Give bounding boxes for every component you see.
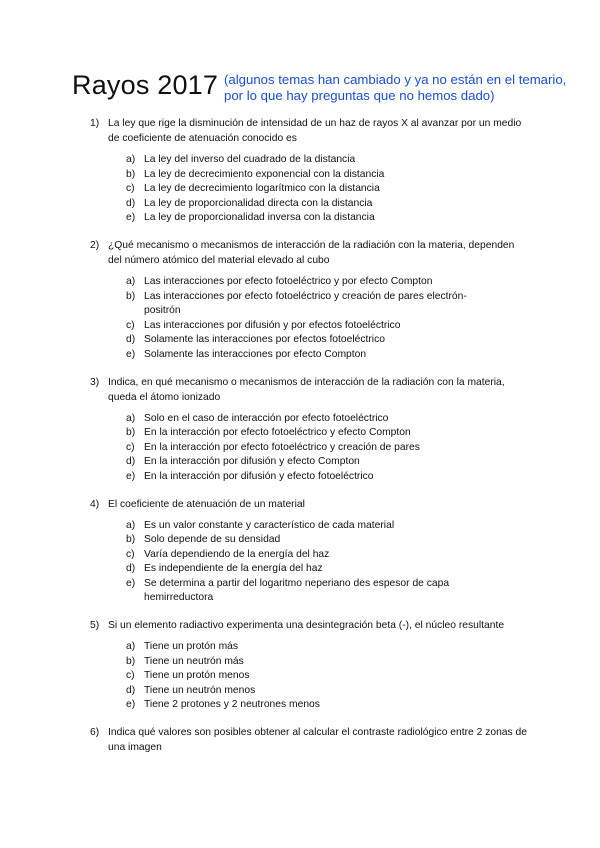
option-letter: b) <box>126 655 136 667</box>
option-list <box>0 153 600 226</box>
option-letter: b) <box>126 290 136 302</box>
question-5 <box>0 618 600 713</box>
option-a <box>0 640 600 655</box>
question-number: 3) <box>90 376 100 388</box>
option-e <box>0 211 600 226</box>
option-text: En la interacción por difusión y efecto Compton <box>144 456 360 468</box>
question-number: 5) <box>90 620 100 632</box>
option-letter: d) <box>126 197 136 209</box>
option-letter: c) <box>126 670 135 682</box>
question-1 <box>0 116 600 226</box>
question-2 <box>0 238 600 363</box>
option-text: Solo depende de su densidad <box>144 534 281 546</box>
option-text: La ley de proporcionalidad directa con la distancia <box>144 197 373 209</box>
option-text: En la interacción por efecto fotoeléctrico y efecto Compton <box>144 427 411 439</box>
question-text: El coeficiente de atenuación de un material <box>108 498 305 510</box>
option-text: Tiene un neutrón más <box>144 655 244 667</box>
option-c <box>0 441 600 456</box>
question-number: 1) <box>90 118 100 129</box>
option-e <box>0 348 600 363</box>
option-letter: a) <box>126 275 136 287</box>
option-letter: e) <box>126 577 136 589</box>
option-letter: d) <box>126 456 136 468</box>
option-text: Tiene un neutrón menos <box>144 684 256 696</box>
question-number: 6) <box>90 727 100 739</box>
question-text: La ley que rige la disminución de intensidad de un haz de rayos X al avanzar por un medio de coeficiente de atenuación conocido es <box>108 118 522 144</box>
option-text: Es independiente de la energía del haz <box>144 563 323 575</box>
option-d <box>0 197 600 212</box>
page-note: (algunos temas han cambiado y ya no están en el temario, por lo que hay preguntas que no hemos dado) <box>224 72 567 103</box>
option-letter: d) <box>126 684 136 696</box>
option-letter: e) <box>126 212 136 224</box>
option-text: Varía dependiendo de la energía del haz <box>144 548 330 560</box>
option-e <box>0 577 600 606</box>
question-4 <box>0 497 600 607</box>
option-text: Es un valor constante y característico de cada material <box>144 519 395 531</box>
option-letter: c) <box>126 319 135 331</box>
page-title: Rayos 2017 <box>72 70 219 100</box>
option-d <box>0 562 600 577</box>
option-text: Las interacciones por efecto fotoeléctrico y por efecto Compton <box>144 275 433 287</box>
option-letter: d) <box>126 563 136 575</box>
option-letter: b) <box>126 168 136 180</box>
option-letter: e) <box>126 699 136 711</box>
question-number: 2) <box>90 239 100 251</box>
option-a <box>0 275 600 290</box>
option-a <box>0 412 600 427</box>
option-a <box>0 153 600 168</box>
question-number: 4) <box>90 498 100 510</box>
option-text: La ley del inverso del cuadrado de la distancia <box>144 154 356 165</box>
option-letter: a) <box>126 519 136 531</box>
option-b <box>0 655 600 670</box>
option-text: La ley de proporcionalidad inversa con la distancia <box>144 212 375 224</box>
option-b <box>0 533 600 548</box>
option-text: La ley de decrecimiento exponencial con la distancia <box>144 168 385 180</box>
option-text: Solamente las interacciones por efectos fotoeléctrico <box>144 334 385 346</box>
question-list <box>0 116 600 767</box>
option-letter: e) <box>126 470 136 482</box>
option-list <box>0 640 600 713</box>
option-letter: c) <box>126 183 135 195</box>
option-text: Tiene 2 protones y 2 neutrones menos <box>144 699 320 711</box>
option-b <box>0 168 600 183</box>
option-text: Las interacciones por efecto fotoeléctrico y creación de pares electrón-positrón <box>144 290 467 317</box>
option-text: Solo en el caso de interacción por efecto fotoeléctrico <box>144 412 389 424</box>
option-e <box>0 698 600 713</box>
option-letter: e) <box>126 348 136 360</box>
option-letter: c) <box>126 548 135 560</box>
option-text: Las interacciones por difusión y por efectos fotoeléctrico <box>144 319 401 331</box>
option-c <box>0 319 600 334</box>
question-text: Si un elemento radiactivo experimenta una desintegración beta (-), el núcleo resultante <box>108 620 505 632</box>
option-text: Tiene un protón menos <box>144 670 250 682</box>
option-text: La ley de decrecimiento logarítmico con la distancia <box>144 183 380 195</box>
option-list <box>0 275 600 363</box>
option-letter: b) <box>126 534 136 546</box>
option-d <box>0 455 600 470</box>
question-text: Indica, en qué mecanismo o mecanismos de interacción de la radiación con la materia, queda el átomo ionizado <box>108 376 505 403</box>
option-letter: b) <box>126 427 136 439</box>
option-text: Se determina a partir del logaritmo neperiano des espesor de capa hemirreductora <box>144 577 450 604</box>
option-text: En la interacción por difusión y efecto fotoeléctrico <box>144 470 374 482</box>
option-text: Tiene un protón más <box>144 641 239 653</box>
option-d <box>0 684 600 699</box>
option-a <box>0 519 600 534</box>
option-c <box>0 182 600 197</box>
option-d <box>0 333 600 348</box>
option-letter: c) <box>126 441 135 453</box>
option-text: Solamente las interacciones por efecto Compton <box>144 348 367 360</box>
option-e <box>0 470 600 485</box>
question-6 <box>0 725 600 755</box>
option-letter: a) <box>126 154 136 165</box>
option-c <box>0 548 600 563</box>
question-text: ¿Qué mecanismo o mecanismos de interacción de la radiación con la materia, dependen del número atómico del material elevado al cubo <box>108 239 515 266</box>
option-letter: a) <box>126 412 136 424</box>
option-list <box>0 412 600 485</box>
option-text: En la interacción por efecto fotoeléctrico y creación de pares <box>144 441 420 453</box>
option-c <box>0 669 600 684</box>
option-list <box>0 519 600 607</box>
question-text: Indica qué valores son posibles obtener al calcular el contraste radiológico entre 2 zonas de una imagen <box>108 727 527 754</box>
question-3 <box>0 375 600 485</box>
option-b <box>0 290 600 319</box>
option-letter: a) <box>126 641 136 653</box>
option-b <box>0 426 600 441</box>
option-letter: d) <box>126 334 136 346</box>
